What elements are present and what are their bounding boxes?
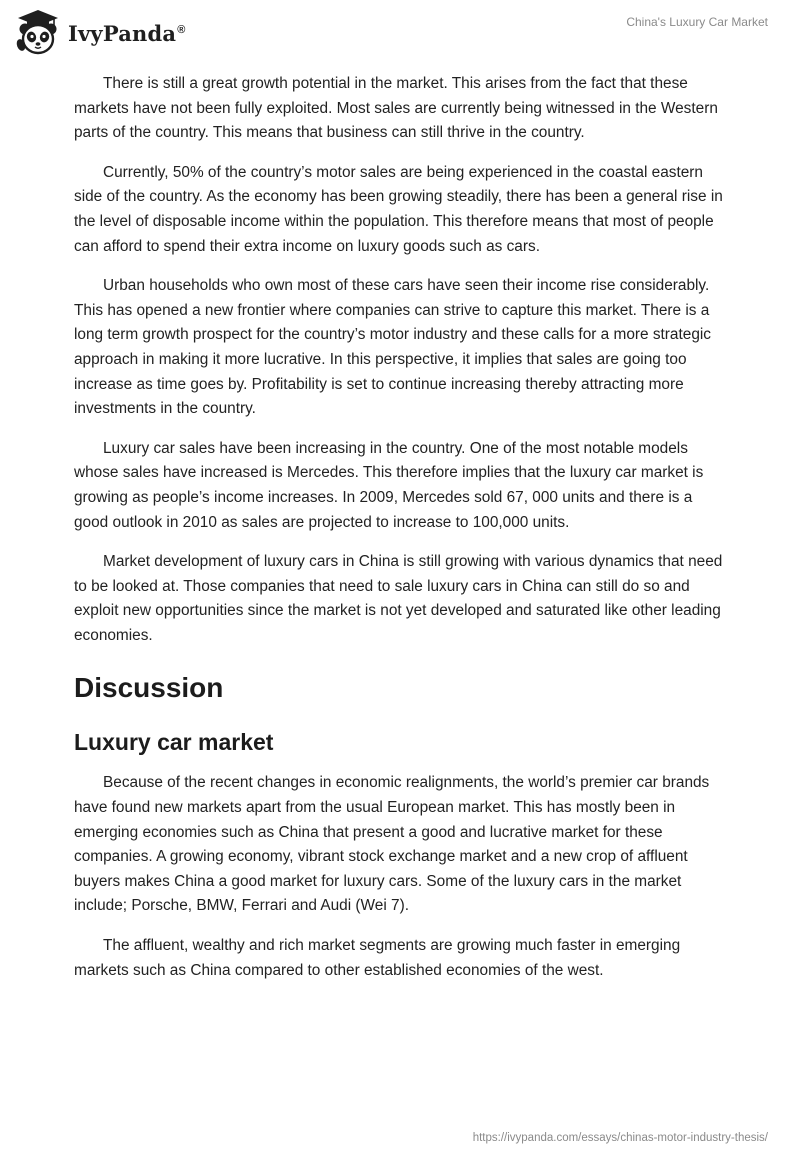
essay-content xyxy=(74,72,726,998)
ivypanda-logo[interactable] xyxy=(14,8,186,56)
paragraph: Currently, 50% of the country’s motor sales are being experienced in the coastal eastern side of the country. As the economy has been growing steadily, there has been a general rise in the level of disposable income within the population. This therefore means that most of people can afford to spend their extra income on luxury goods such as cars. xyxy=(74,163,723,255)
paragraph: There is still a great growth potential in the market. This arises from the fact that these markets have not been fully exploited. Most sales are currently being witnessed in the Western parts of the country. This means that business can still thrive in the country. xyxy=(74,75,718,142)
paragraph: Market development of luxury cars in China is still growing with various dynamics that need to be looked at. Those companies that need to sale luxury cars in China can still do so and exploit new opportunities since the market is not yet developed and saturated like other leading economies. xyxy=(74,553,723,644)
paragraph: Luxury car sales have been increasing in the country. One of the most notable models whose sales have increased is Mercedes. This therefore implies that the luxury car market is growing as people’s income increases. In 2009, Mercedes sold 67, 000 units and there is a good outlook in 2010 as sales are projected to increase to 100,000 units. xyxy=(74,439,704,531)
panda-graduate-icon xyxy=(14,8,62,56)
source-url[interactable]: https://ivypanda.com/essays/chinas-motor-industry-thesis/ xyxy=(472,1132,768,1144)
logo-wordmark: IvyPanda® xyxy=(68,20,186,46)
paragraph: Urban households who own most of these cars have seen their income rise considerably. This has opened a new frontier where companies can strive to capture this market. There is a long term growth prospect for the country’s motor industry and these calls for a more strategic approach in making it more lucrative. In this perspective, it implies that sales are going too increase as time goes by. Profitability is set to continue increasing thereby attracting more investments in the country. xyxy=(74,277,712,418)
section-heading-discussion: Discussion xyxy=(74,672,224,704)
document-title: China's Luxury Car Market xyxy=(626,15,768,29)
paragraph: The affluent, wealthy and rich market segments are growing much faster in emerging markets such as China compared to other established economies of the west. xyxy=(74,937,681,979)
paragraph: Because of the recent changes in economic realignments, the world’s premier car brands have found new markets apart from the usual European market. This has mostly been in emerging economies such as China that present a good and lucrative market for these companies. A growing economy, vibrant stock exchange market and a new crop of affluent buyers makes China a good market for luxury cars. Some of the luxury cars in the market include; Porsche, BMW, Ferrari and Audi (Wei 7). xyxy=(74,774,710,915)
page-header xyxy=(0,0,800,64)
subsection-heading-luxury-car-market: Luxury car market xyxy=(74,729,274,756)
